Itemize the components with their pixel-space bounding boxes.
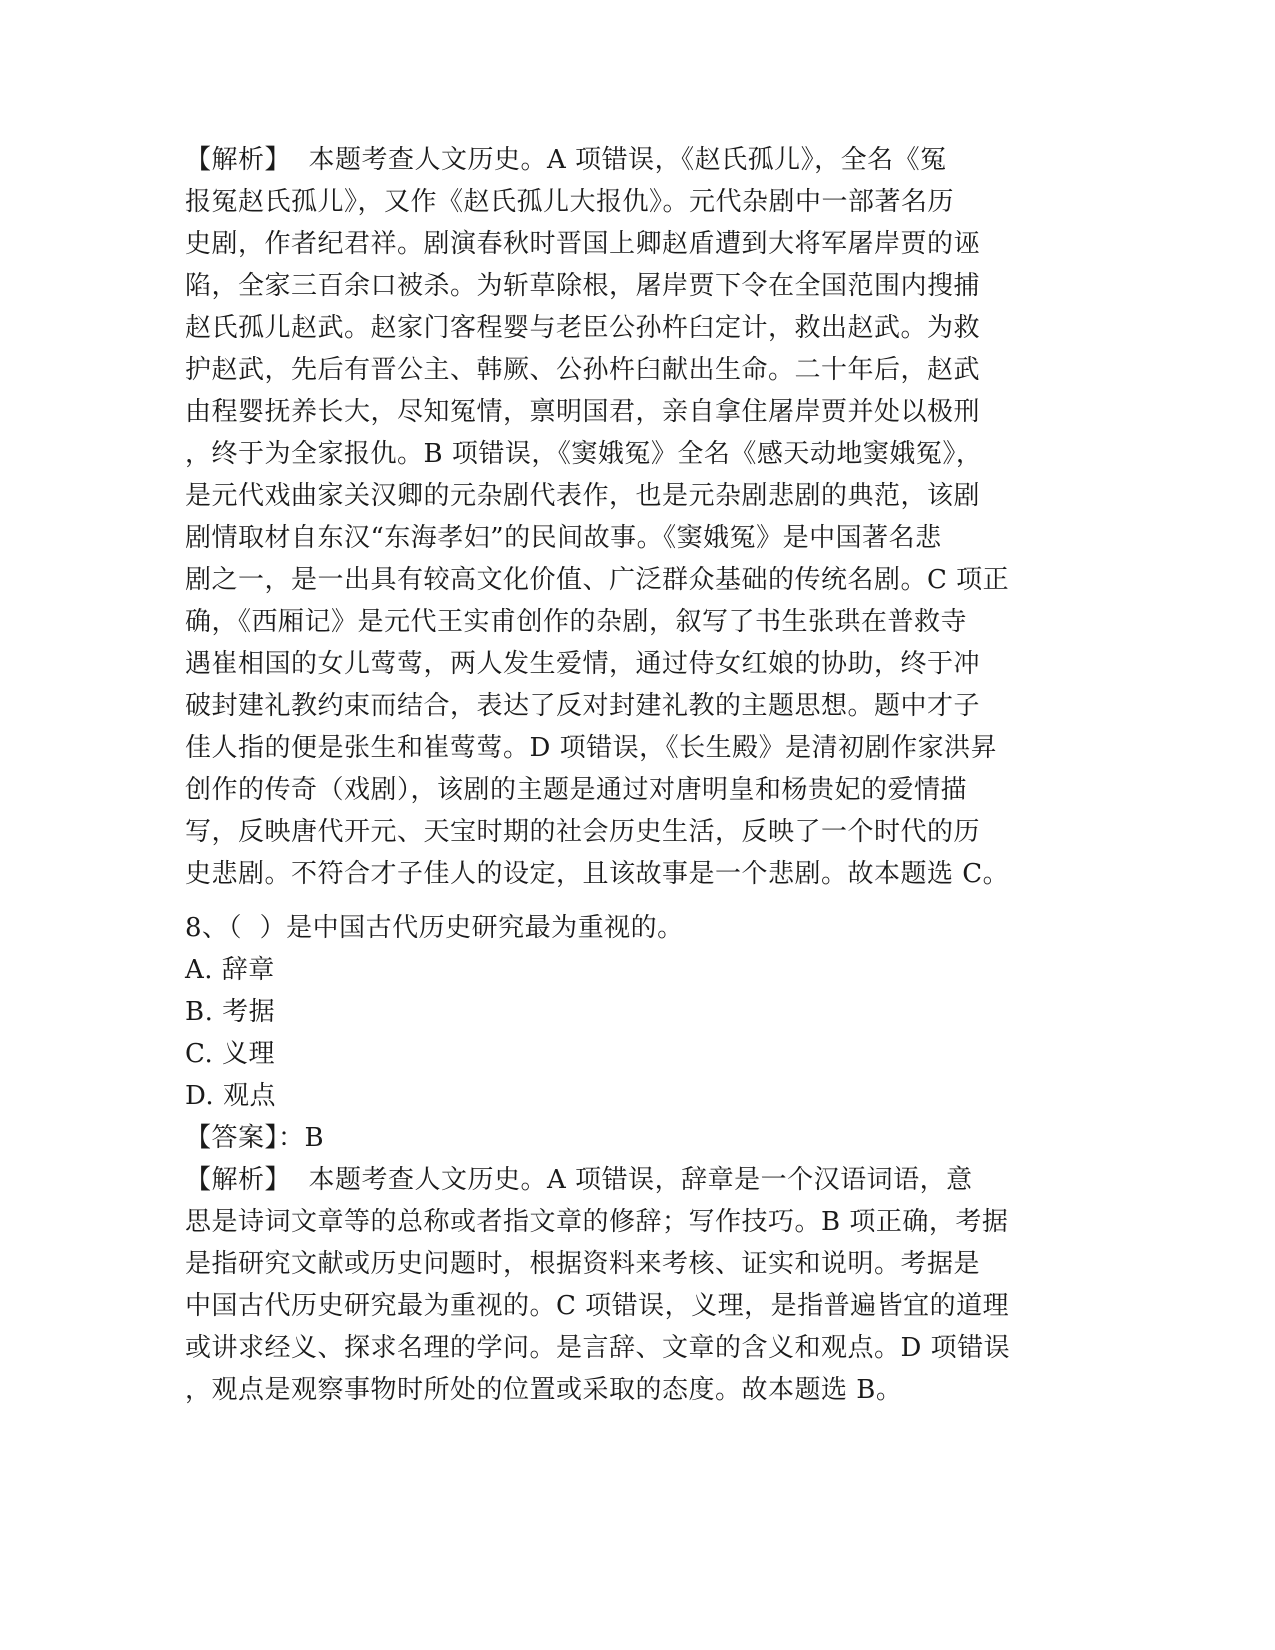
text-line: 遇崔相国的女儿莺莺，两人发生爱情，通过侍女红娘的协助，终于冲 bbox=[185, 649, 981, 679]
option-c: C. 义理 bbox=[185, 1039, 275, 1069]
text-line: 由程婴抚养长大，尽知冤情，禀明国君，亲自拿住屠岸贾并处以极刑 bbox=[185, 397, 981, 427]
text-line: 是指研究文献或历史问题时，根据资料来考核、证实和说明。考据是 bbox=[185, 1249, 981, 1279]
text-line: 陷，全家三百余口被杀。为斩草除根，屠岸贾下令在全国范围内搜捕 bbox=[185, 271, 981, 301]
option-b: B. 考据 bbox=[185, 997, 276, 1027]
text-line: 护赵武，先后有晋公主、韩厥、公孙杵臼献出生命。二十年后，赵武 bbox=[185, 355, 981, 385]
answer-line: 【答案】：B bbox=[185, 1123, 325, 1153]
question-stem: 8、（ ）是中国古代历史研究最为重视的。 bbox=[185, 913, 684, 943]
option-a: A. 辞章 bbox=[185, 955, 275, 985]
text-line: 【解析】 本题考查人文历史。A 项错误，《赵氏孤儿》，全名《冤 bbox=[185, 145, 947, 175]
text-line: 史悲剧。不符合才子佳人的设定，且该故事是一个悲剧。故本题选 C。 bbox=[185, 859, 1010, 889]
text-line: 报冤赵氏孤儿》，又作《赵氏孤儿大报仇》。元代杂剧中一部著名历 bbox=[185, 187, 955, 217]
text-line: ，观点是观察事物时所处的位置或采取的态度。故本题选 B。 bbox=[185, 1375, 903, 1405]
text-line: 中国古代历史研究最为重视的。C 项错误，义理，是指普遍皆宜的道理 bbox=[185, 1291, 1010, 1321]
text-line: 思是诗词文章等的总称或者指文章的修辞；写作技巧。B 项正确，考据 bbox=[185, 1207, 1009, 1237]
text-line: 写，反映唐代开元、天宝时期的社会历史生活，反映了一个时代的历 bbox=[185, 817, 981, 847]
text-line: ，终于为全家报仇。B 项错误，《窦娥冤》全名《感天动地窦娥冤》， bbox=[185, 439, 983, 469]
text-line: 确，《西厢记》是元代王实甫创作的杂剧，叙写了书生张珙在普救寺 bbox=[185, 607, 968, 637]
text-line: 创作的传奇（戏剧），该剧的主题是通过对唐明皇和杨贵妃的爱情描 bbox=[185, 775, 968, 805]
option-d: D. 观点 bbox=[185, 1081, 276, 1111]
text-line: 剧情取材自东汉“东海孝妇”的民间故事。《窦娥冤》是中国著名悲 bbox=[185, 523, 942, 553]
text-line: 赵氏孤儿赵武。赵家门客程婴与老臣公孙杵臼定计，救出赵武。为救 bbox=[185, 313, 981, 343]
text-line: 史剧，作者纪君祥。剧演春秋时晋国上卿赵盾遭到大将军屠岸贾的诬 bbox=[185, 229, 981, 259]
text-line: 或讲求经义、探求名理的学问。是言辞、文章的含义和观点。D 项错误 bbox=[185, 1333, 1011, 1363]
text-line: 佳人指的便是张生和崔莺莺。D 项错误，《长生殿》是清初剧作家洪昇 bbox=[185, 733, 998, 763]
text-line: 是元代戏曲家关汉卿的元杂剧代表作，也是元杂剧悲剧的典范，该剧 bbox=[185, 481, 981, 511]
text-line: 剧之一，是一出具有较高文化价值、广泛群众基础的传统名剧。C 项正 bbox=[185, 565, 1010, 595]
text-line: 【解析】 本题考查人文历史。A 项错误，辞章是一个汉语词语，意 bbox=[185, 1165, 973, 1195]
text-line: 破封建礼教约束而结合，表达了反对封建礼教的主题思想。题中才子 bbox=[185, 691, 981, 721]
